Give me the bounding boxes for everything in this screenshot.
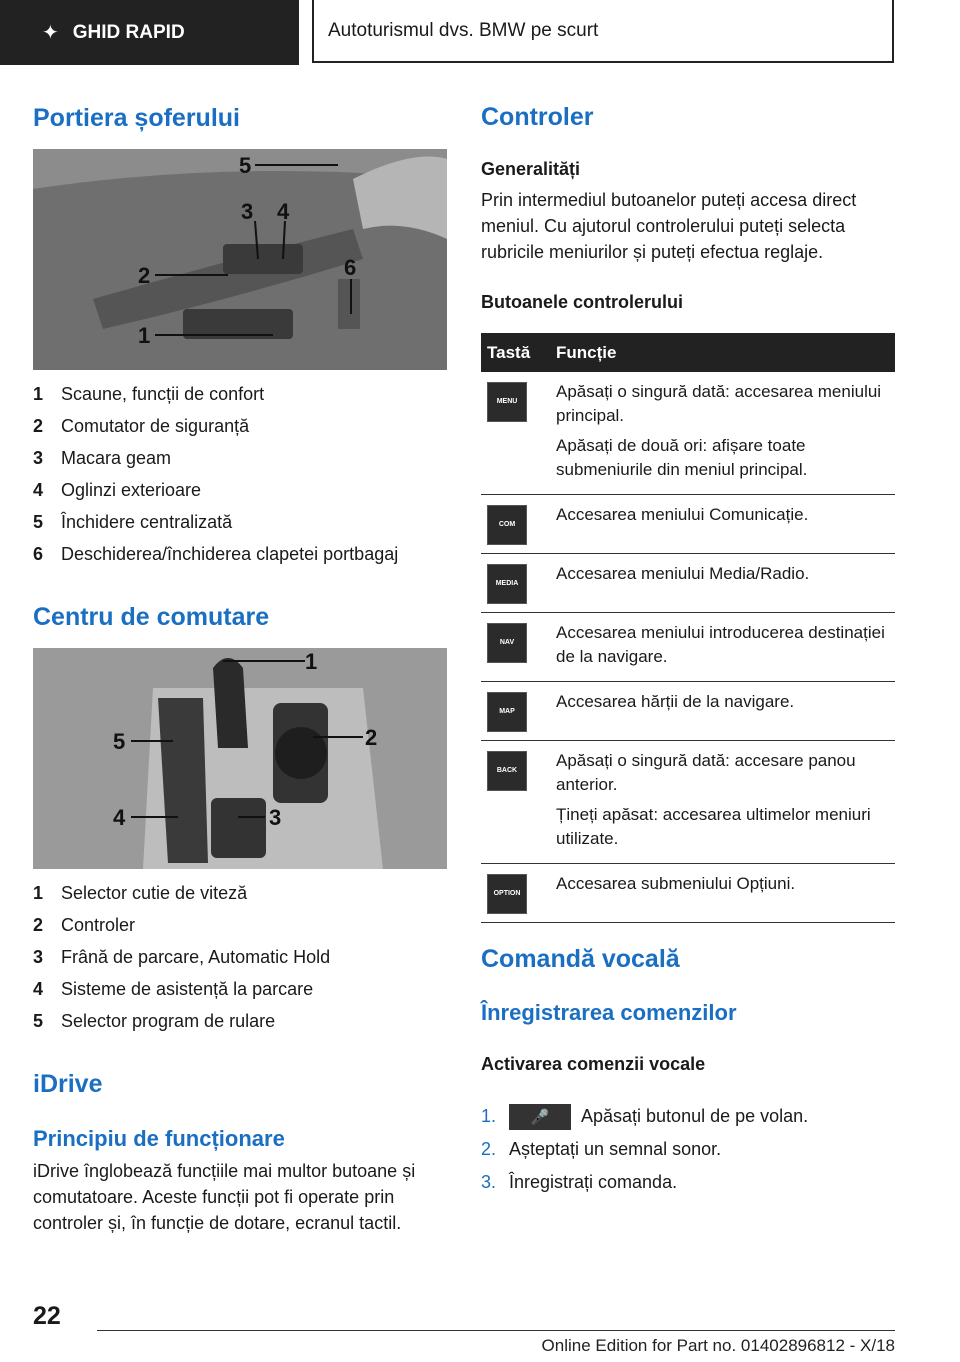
idrive-body: iDrive înglobează funcțiile mai multor butoane și comutatoare. Aceste funcții pot fi operate prin controler și, în funcție de dotare, ecranul tactil. [33, 1161, 416, 1233]
door-callout-5: 5 [239, 153, 252, 178]
list-item: 4 Sisteme de asistență la parcare [33, 978, 314, 999]
microphone-icon: 🎤 [509, 1104, 571, 1130]
option-button-icon: OPTION [487, 874, 527, 914]
back-button-icon: BACK [487, 751, 527, 791]
center-callout-4: 4 [113, 805, 126, 830]
map-button-icon: MAP [487, 692, 527, 732]
table-row: MENU Apăsați o singură dată: accesarea meniului principal. Apăsați de două ori: afișare toate submeniurile din meniul principal. [481, 372, 895, 495]
list-item: 3 Frână de parcare, Automatic Hold [33, 946, 331, 967]
table-row: MEDIA Accesarea meniului Media/Radio. [481, 554, 895, 613]
nav-button-icon: NAV [487, 623, 527, 663]
activation-heading: Activarea comenzii vocale [481, 1054, 706, 1074]
center-console-photo [33, 648, 447, 869]
voice-subheading: Înregistrarea comenzilor [481, 1000, 737, 1025]
list-item: 4 Oglinzi exterioare [33, 479, 202, 500]
door-callout-3: 3 [241, 199, 254, 224]
media-button-icon: MEDIA [487, 564, 527, 604]
star-icon: ✦ [42, 22, 59, 44]
voice-steps [481, 1100, 808, 1199]
door-callout-4: 4 [277, 199, 290, 224]
header-right-title: Autoturismul dvs. BMW pe scurt [328, 19, 599, 41]
center-callout-5: 5 [113, 729, 126, 754]
header-section-tab [0, 0, 299, 65]
list-item: 5 Închidere centralizată [33, 511, 233, 532]
header-left-title: GHID RAPID [72, 21, 185, 43]
menu-button-icon: MENU [487, 382, 527, 422]
table-header-key: Tastă [481, 333, 550, 372]
door-legend [33, 378, 398, 570]
list-item: 6 Deschiderea/închiderea clapetei portbagaj [33, 543, 399, 564]
list-item: 2. Așteptați un semnal sonor. [481, 1139, 722, 1159]
door-callout-2: 2 [138, 263, 151, 288]
general-heading: Generalități [481, 159, 581, 179]
footer-edition: Online Edition for Part no. 01402896812 - X/18 [541, 1336, 895, 1355]
idrive-subheading: Principiu de funcționare [33, 1126, 285, 1151]
door-callout-6: 6 [344, 255, 357, 280]
table-row: COM Accesarea meniului Comunicație. [481, 495, 895, 554]
list-item: 5 Selector program de rulare [33, 1010, 276, 1031]
list-item: 2 Controler [33, 914, 136, 935]
com-button-icon: COM [487, 505, 527, 545]
page-number: 22 [33, 1302, 61, 1330]
voice-heading: Comandă vocală [481, 945, 680, 973]
center-heading: Centru de comutare [33, 603, 270, 631]
buttons-heading: Butoanele controlerului [481, 292, 684, 312]
door-photo [33, 149, 447, 370]
table-row: OPTION Accesarea submeniului Opțiuni. [481, 864, 895, 923]
controller-buttons-table [481, 333, 895, 923]
header-chapter-box [312, 0, 894, 63]
list-item: 2 Comutator de siguranță [33, 415, 250, 436]
table-row: NAV Accesarea meniului introducerea destinației de la navigare. [481, 613, 895, 682]
table-header-function: Funcție [550, 333, 895, 372]
center-callout-1: 1 [305, 649, 318, 674]
center-legend [33, 877, 330, 1037]
center-callout-3: 3 [269, 805, 282, 830]
list-item: 3 Macara geam [33, 447, 172, 468]
controller-heading: Controler [481, 103, 594, 131]
table-row: MAP Accesarea hărții de la navigare. [481, 682, 895, 741]
list-item: 1. 🎤 Apăsați butonul de pe volan. [481, 1100, 808, 1133]
door-heading: Portiera șoferului [33, 104, 240, 132]
table-row: BACK Apăsați o singură dată: accesare panou anterior. Țineți apăsat: accesarea ultimelor meniuri utilizate. [481, 741, 895, 864]
general-body: Prin intermediul butoanelor puteți accesa direct meniul. Cu ajutorul controlerului puteți selecta rubricile meniurilor și puteți efectua reglaje. [481, 190, 857, 262]
door-callout-1: 1 [138, 323, 151, 348]
list-item: 1 Scaune, funcții de confort [33, 383, 265, 404]
idrive-heading: iDrive [33, 1070, 103, 1098]
center-callout-2: 2 [365, 725, 378, 750]
list-item: 3. Înregistrați comanda. [481, 1172, 678, 1192]
footer-divider [97, 1330, 895, 1331]
list-item: 1 Selector cutie de viteză [33, 882, 248, 903]
